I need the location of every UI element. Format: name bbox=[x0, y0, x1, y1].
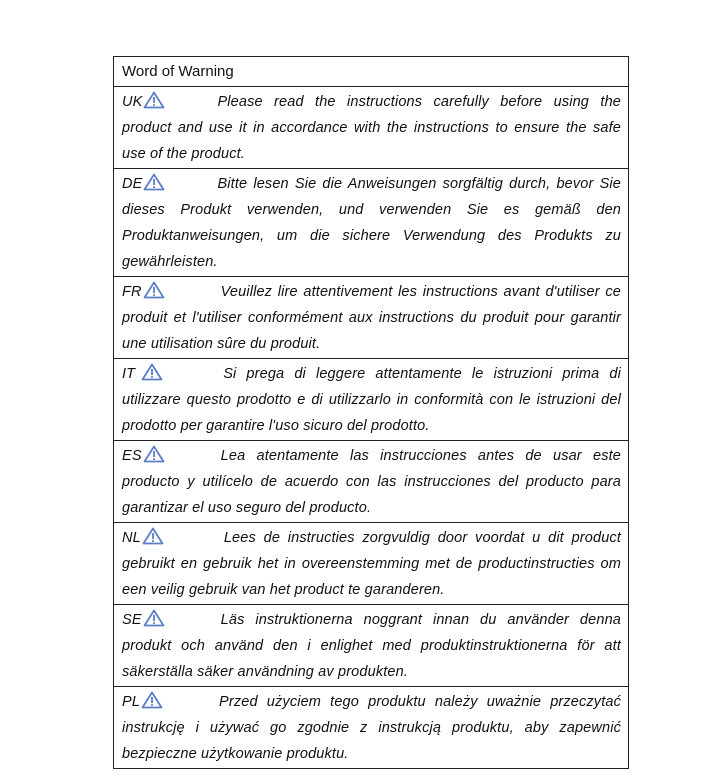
language-code: UK bbox=[122, 94, 143, 110]
language-code: SE bbox=[122, 612, 142, 628]
warning-entry-de bbox=[114, 169, 628, 277]
warning-entry-se bbox=[114, 605, 628, 687]
warning-table bbox=[113, 56, 629, 769]
warning-triangle-icon bbox=[141, 363, 163, 381]
warning-triangle-icon bbox=[143, 173, 165, 191]
warning-entry-es bbox=[114, 441, 628, 523]
warning-triangle-icon bbox=[141, 691, 163, 709]
warning-entry-fr bbox=[114, 277, 628, 359]
warning-triangle-icon bbox=[143, 281, 165, 299]
warning-text: Please read the instructions carefully before using the product and use it in accordance with the instructions to ensure the safe use of the product. bbox=[122, 94, 621, 162]
warning-text: Lea atentamente las instrucciones antes de usar este producto y utilícelo de acuerdo con las instrucciones del producto para garantizar el uso seguro del producto. bbox=[122, 448, 621, 516]
language-code: IT bbox=[122, 366, 136, 382]
warning-entry-it bbox=[114, 359, 628, 441]
table-title: Word of Warning bbox=[114, 57, 628, 87]
warning-triangle-icon bbox=[142, 527, 164, 545]
language-code: FR bbox=[122, 284, 142, 300]
warning-text: Si prega di leggere attentamente le istruzioni prima di utilizzare questo prodotto e di utilizzarlo in conformità con le istruzioni del prodotto per garantire l'uso sicuro del prodotto. bbox=[122, 366, 621, 434]
warning-entry-pl bbox=[114, 687, 628, 768]
warning-entry-nl bbox=[114, 523, 628, 605]
language-code: NL bbox=[122, 530, 141, 546]
warning-text: Przed użyciem tego produktu należy uważnie przeczytać instrukcję i używać go zgodnie z instrukcją produktu, aby zapewnić bezpieczne użytkowanie produktu. bbox=[122, 694, 621, 762]
language-code: DE bbox=[122, 176, 143, 192]
warning-text: Lees de instructies zorgvuldig door voordat u dit product gebruikt en gebruik het in overeenstemming met de productinstructies om een veilig gebruik van het product te garanderen. bbox=[122, 530, 621, 598]
warning-text: Bitte lesen Sie die Anweisungen sorgfältig durch, bevor Sie dieses Produkt verwenden, und verwenden Sie es gemäß den Produktanweisungen, um die sichere Verwendung des Produkts zu gewährleisten. bbox=[122, 176, 621, 270]
warning-entry-uk bbox=[114, 87, 628, 169]
warning-text: Veuillez lire attentivement les instructions avant d'utiliser ce produit et l'utiliser conformément aux instructions du produit pour garantir une utilisation sûre du produit. bbox=[122, 284, 621, 352]
warning-triangle-icon bbox=[143, 91, 165, 109]
warning-triangle-icon bbox=[143, 609, 165, 627]
language-code: PL bbox=[122, 694, 141, 710]
language-code: ES bbox=[122, 448, 142, 464]
warning-triangle-icon bbox=[143, 445, 165, 463]
warning-text: Läs instruktionerna noggrant innan du använder denna produkt och använd den i enlighet med produktinstruktionerna för att säkerställa säker användning av produkten. bbox=[122, 612, 621, 680]
